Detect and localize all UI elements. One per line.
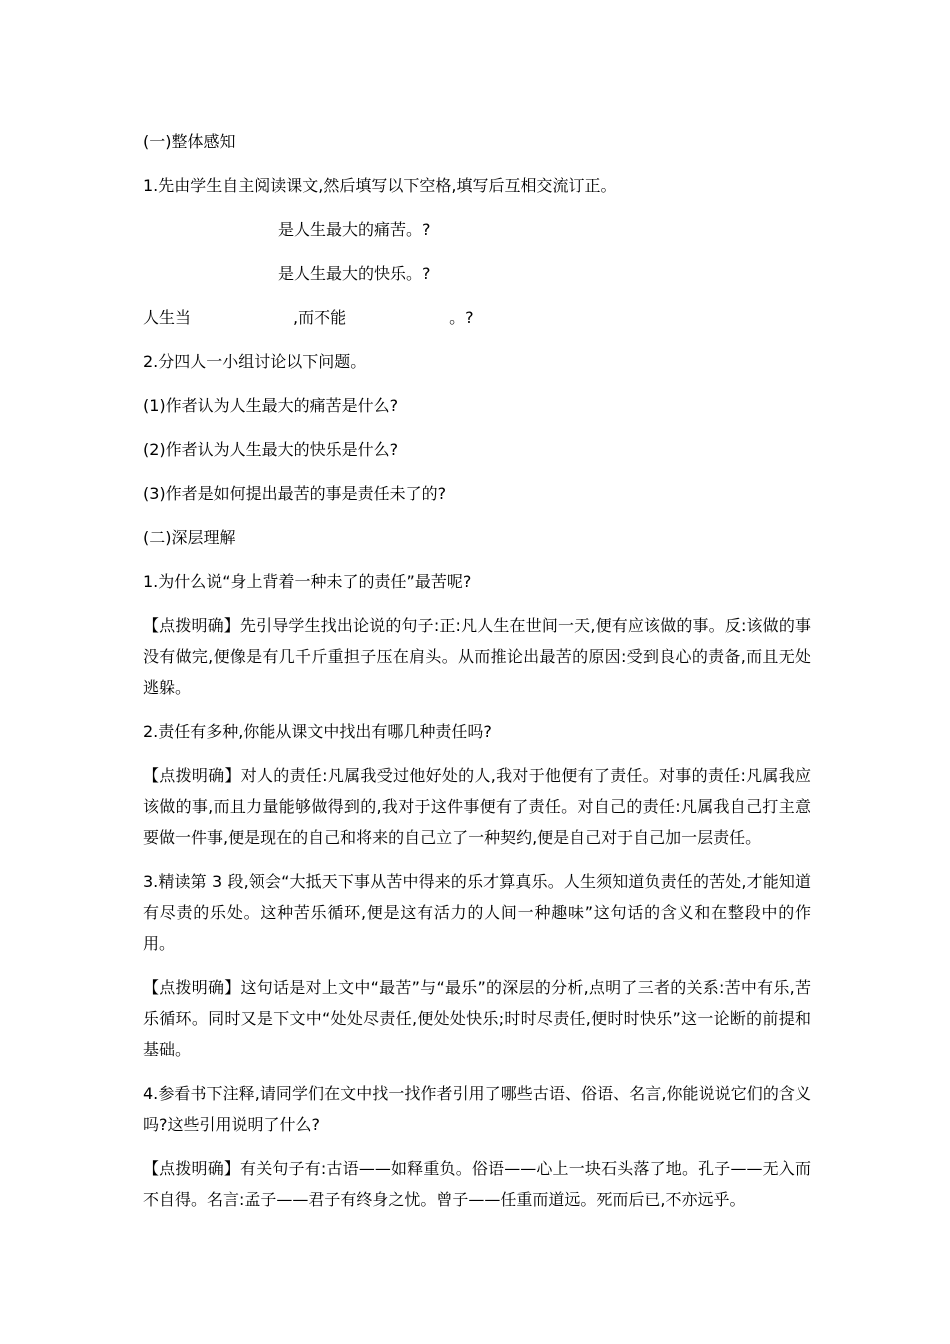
question-2-sub-3: (3)作者是如何提出最苦的事是责任未了的? — [143, 484, 447, 503]
question-2: 2.分四人一小组讨论以下问题。 — [143, 352, 367, 371]
fill-blank-joy: 是人生最大的快乐。? — [278, 264, 431, 283]
deep-question-2: 2.责任有多种,你能从课文中找出有哪几种责任吗? — [143, 722, 492, 741]
fill-blank-life-part3: 。? — [449, 308, 474, 327]
deep-question-1: 1.为什么说“身上背着一种未了的责任”最苦呢? — [143, 572, 472, 591]
document-body — [143, 126, 811, 1228]
deep-answer-1: 【点拨明确】先引导学生找出论说的句子:正:凡人生在世间一天,便有应该做的事。反:该做的事没有做完,便像是有几千斤重担子压在肩头。从而推论出最苦的原因:受到良心的责备,而且无处逃躲。 — [143, 616, 811, 697]
fill-blank-life — [143, 302, 811, 333]
section-heading-overall-perception: (一)整体感知 — [143, 132, 236, 151]
fill-blank-life-part2: ,而不能 — [293, 308, 347, 327]
question-1: 1.先由学生自主阅读课文,然后填写以下空格,填写后互相交流订正。 — [143, 176, 617, 195]
question-2-sub-1: (1)作者认为人生最大的痛苦是什么? — [143, 396, 399, 415]
deep-question-3: 3.精读第 3 段,领会“大抵天下事从苦中得来的乐才算真乐。人生须知道负责任的苦处,才能知道有尽责的乐处。这种苦乐循环,便是这有活力的人间一种趣味”这句话的含义和在整段中的作用。 — [143, 872, 811, 953]
fill-blank-pain: 是人生最大的痛苦。? — [278, 220, 431, 239]
deep-answer-2: 【点拨明确】对人的责任:凡属我受过他好处的人,我对于他便有了责任。对事的责任:凡属我应该做的事,而且力量能够做得到的,我对于这件事便有了责任。对自己的责任:凡属我自己打主意要做一件事,便是现在的自己和将来的自己立了一种契约,便是自己对于自己加一层责任。 — [143, 766, 811, 847]
deep-answer-4: 【点拨明确】有关句子有:古语——如释重负。俗语——心上一块石头落了地。孔子——无入而不自得。名言:孟子——君子有终身之忧。曾子——任重而道远。死而后已,不亦远乎。 — [143, 1159, 811, 1209]
question-2-sub-2: (2)作者认为人生最大的快乐是什么? — [143, 440, 399, 459]
deep-answer-3: 【点拨明确】这句话是对上文中“最苦”与“最乐”的深层的分析,点明了三者的关系:苦中有乐,苦乐循环。同时又是下文中“处处尽责任,便处处快乐;时时尽责任,便时时快乐”这一论断的前提和基础。 — [143, 978, 811, 1059]
section-heading-deep-understanding: (二)深层理解 — [143, 528, 236, 547]
fill-blank-life-part1: 人生当 — [143, 308, 192, 327]
deep-question-4: 4.参看书下注释,请同学们在文中找一找作者引用了哪些古语、俗语、名言,你能说说它们的含义吗?这些引用说明了什么? — [143, 1084, 811, 1134]
